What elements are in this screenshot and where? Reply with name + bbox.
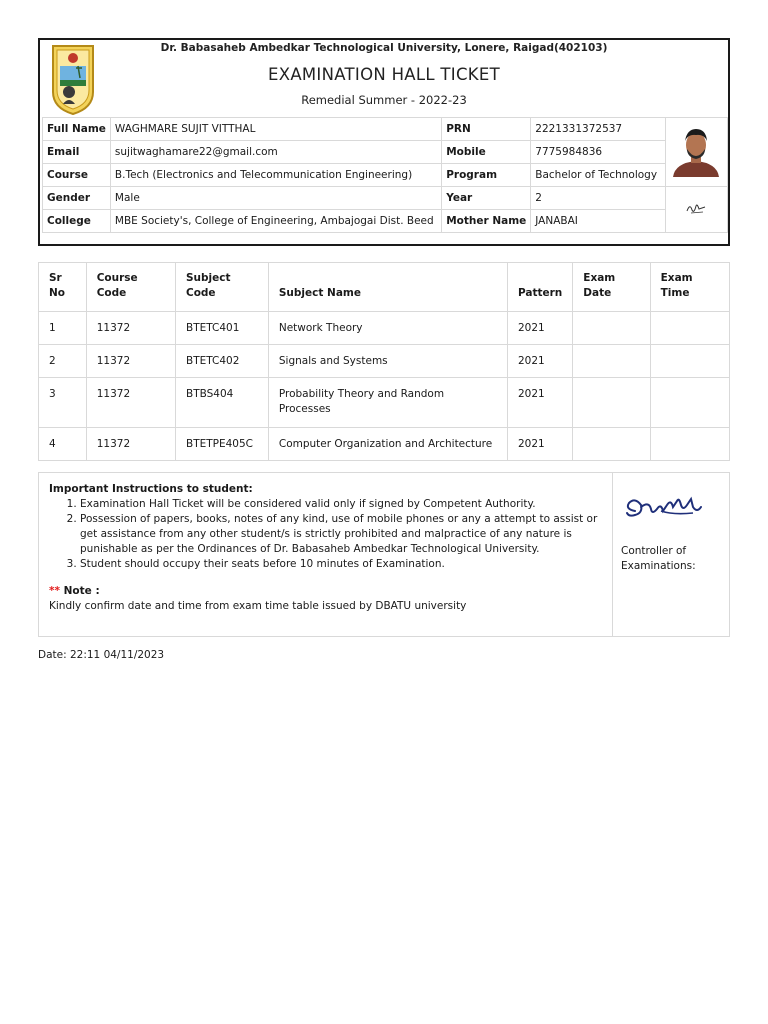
prn-value: 2221331372537 — [531, 118, 665, 141]
student-info-row — [43, 210, 728, 233]
course-code-cell: 11372 — [86, 378, 175, 428]
info-label: Course — [43, 164, 111, 187]
student-info-row — [43, 141, 728, 164]
issue-date: Date: 22:11 04/11/2023 — [38, 649, 165, 661]
student-info-row — [43, 187, 728, 210]
controller-label: Examinations: — [621, 560, 696, 572]
sr-no-cell: 2 — [39, 345, 87, 378]
signature-cell — [665, 187, 727, 233]
list-item: 3. Student should occupy their seats before 10 minutes of Examination. — [80, 557, 602, 572]
subject-code-cell: BTETC402 — [176, 345, 269, 378]
pattern-cell: 2021 — [507, 345, 572, 378]
email-value: sujitwaghamare22@gmail.com — [110, 141, 441, 164]
note-heading — [49, 584, 602, 599]
pattern-cell: 2021 — [507, 428, 572, 461]
info-label: Year — [442, 187, 531, 210]
student-photo — [671, 125, 721, 177]
instructions-title: Important Instructions to student: — [49, 483, 253, 495]
info-label: Full Name — [43, 118, 111, 141]
instructions-panel — [39, 473, 613, 636]
subject-name-cell: Probability Theory and Random Processes — [268, 378, 507, 428]
table-row — [39, 312, 730, 345]
subjects-table — [38, 262, 730, 461]
hall-ticket-header — [38, 38, 730, 246]
subject-code-cell: BTETC401 — [176, 312, 269, 345]
list-item: 1. Examination Hall Ticket will be considered valid only if signed by Competent Authority. — [80, 497, 602, 512]
exam-time-cell — [650, 345, 729, 378]
note-star: ** — [49, 585, 60, 597]
column-header-subject-code: Subject Code — [176, 263, 269, 312]
full-name-value: WAGHMARE SUJIT VITTHAL — [110, 118, 441, 141]
college-value: MBE Society's, College of Engineering, Ambajogai Dist. Beed — [110, 210, 441, 233]
sr-no-cell: 3 — [39, 378, 87, 428]
exam-time-cell — [650, 312, 729, 345]
sr-no-cell: 4 — [39, 428, 87, 461]
controller-label: Controller of — [621, 545, 687, 557]
instructions-box — [38, 472, 730, 637]
course-code-cell: 11372 — [86, 345, 175, 378]
info-label: PRN — [442, 118, 531, 141]
instructions-list — [80, 497, 602, 572]
year-value: 2 — [531, 187, 665, 210]
subject-name-cell: Network Theory — [268, 312, 507, 345]
photo-cell — [665, 118, 727, 187]
gender-value: Male — [110, 187, 441, 210]
mobile-value: 7775984836 — [531, 141, 665, 164]
student-signature — [685, 201, 707, 215]
exam-date-cell — [573, 312, 650, 345]
column-header-exam-time: Exam Time — [650, 263, 729, 312]
mother-name-value: JANABAI — [531, 210, 665, 233]
table-row — [39, 345, 730, 378]
program-value: Bachelor of Technology — [531, 164, 665, 187]
university-name: Dr. Babasaheb Ambedkar Technological University, Lonere, Raigad(402103) — [160, 42, 608, 54]
course-code-cell: 11372 — [86, 312, 175, 345]
info-label: College — [43, 210, 111, 233]
info-label: Email — [43, 141, 111, 164]
column-header-sr-no: Sr No — [39, 263, 87, 312]
info-label: Gender — [43, 187, 111, 210]
exam-date-cell — [573, 345, 650, 378]
list-item: 2. Possession of papers, books, notes of any kind, use of mobile phones or any a attempt to assist or get assistance from any other student/s is strictly prohibited and malpractice of any nature is punishable as per the Ordinances of Dr. Babasaheb Ambedkar Technological University. — [80, 512, 602, 557]
pattern-cell: 2021 — [507, 378, 572, 428]
exam-time-cell — [650, 428, 729, 461]
info-label: Mobile — [442, 141, 531, 164]
info-label: Mother Name — [442, 210, 531, 233]
exam-date-cell — [573, 428, 650, 461]
column-header-subject-name: Subject Name — [268, 263, 507, 312]
subject-code-cell: BTBS404 — [176, 378, 269, 428]
table-row — [39, 378, 730, 428]
course-code-cell: 11372 — [86, 428, 175, 461]
column-header-course-code: Course Code — [86, 263, 175, 312]
exam-date-cell — [573, 378, 650, 428]
controller-signature — [621, 491, 705, 527]
student-info-row — [43, 118, 728, 141]
note-text: Kindly confirm date and time from exam time table issued by DBATU university — [49, 600, 467, 612]
subject-name-cell: Signals and Systems — [268, 345, 507, 378]
subject-name-cell: Computer Organization and Architecture — [268, 428, 507, 461]
exam-time-cell — [650, 378, 729, 428]
student-info-table — [42, 117, 728, 233]
page-title: EXAMINATION HALL TICKET — [267, 65, 500, 84]
student-info-row — [43, 164, 728, 187]
sr-no-cell: 1 — [39, 312, 87, 345]
exam-session: Remedial Summer - 2022-23 — [301, 93, 467, 107]
column-header-exam-date: Exam Date — [573, 263, 650, 312]
subjects-header-row — [39, 263, 730, 312]
note-label: Note : — [63, 585, 100, 597]
controller-panel — [613, 473, 729, 636]
info-label: Program — [442, 164, 531, 187]
pattern-cell: 2021 — [507, 312, 572, 345]
course-value: B.Tech (Electronics and Telecommunication Engineering) — [110, 164, 441, 187]
column-header-pattern: Pattern — [507, 263, 572, 312]
table-row — [39, 428, 730, 461]
subject-code-cell: BTETPE405C — [176, 428, 269, 461]
